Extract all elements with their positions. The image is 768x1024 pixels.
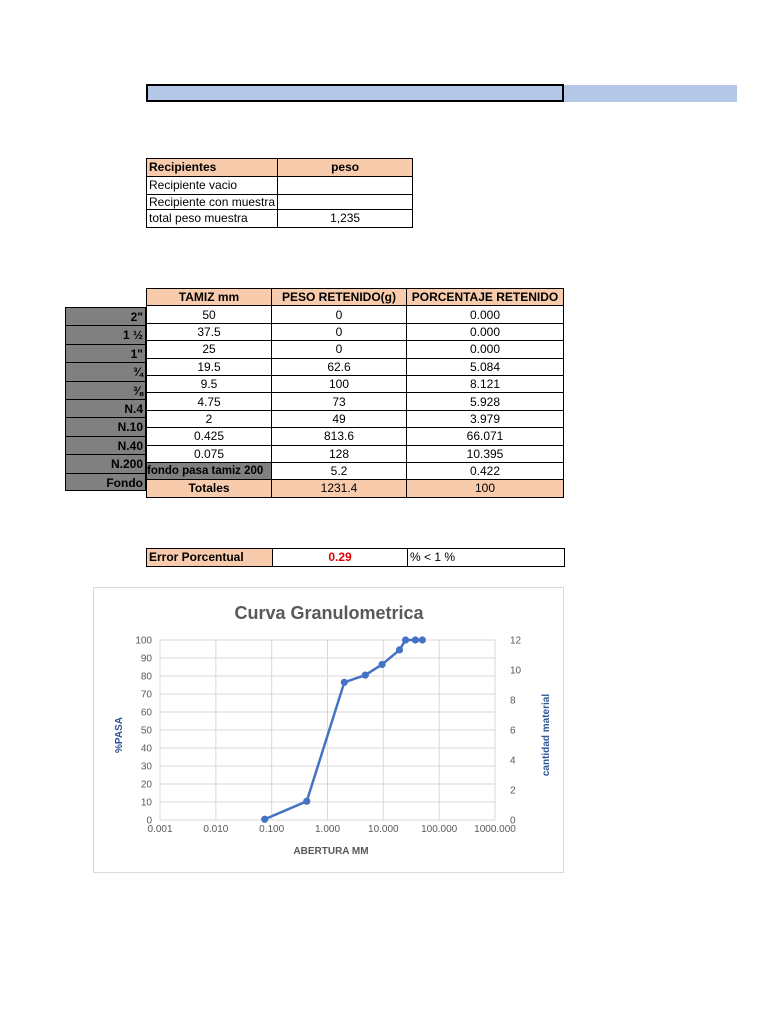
y2-tick-label: 2	[510, 785, 516, 797]
totales-pct[interactable]: 100	[407, 480, 564, 497]
peso-cell[interactable]: 5.2	[272, 462, 407, 479]
y-tick-label: 70	[140, 689, 152, 701]
x-axis-label: ABERTURA MM	[293, 846, 369, 857]
tamiz-cell[interactable]: fondo pasa tamiz 200	[147, 462, 272, 479]
tamiz-cell[interactable]: 4.75	[147, 393, 272, 410]
sieve-label: N.40	[65, 436, 146, 454]
peso-cell[interactable]: 100	[272, 375, 407, 392]
tamiz-cell[interactable]: 25	[147, 341, 272, 358]
sieve-label: N.200	[65, 454, 146, 472]
y2-axis-label: cantidad material	[541, 693, 552, 777]
sieve-labels	[65, 307, 146, 491]
chart-title: Curva Granulometrica	[234, 603, 424, 623]
pct-cell[interactable]: 10.395	[407, 445, 564, 462]
peso-header[interactable]: peso	[278, 159, 413, 177]
table-row	[147, 323, 564, 340]
y2-tick-label: 12	[510, 635, 522, 647]
error-note[interactable]: % < 1 %	[408, 549, 565, 567]
gridlines	[160, 640, 495, 820]
pct-cell[interactable]: 66.071	[407, 428, 564, 445]
totales-label[interactable]: Totales	[147, 480, 272, 497]
data-point	[303, 798, 310, 805]
pct-cell[interactable]: 0.422	[407, 462, 564, 479]
y-tick-label: 30	[140, 761, 152, 773]
recipiente-vacio-peso[interactable]	[278, 177, 413, 195]
sieve-label: Fondo	[65, 473, 146, 491]
pct-cell[interactable]: 5.928	[407, 393, 564, 410]
tamiz-cell[interactable]: 37.5	[147, 323, 272, 340]
data-point	[402, 636, 409, 643]
porcentaje-retenido-header[interactable]: PORCENTAJE RETENIDO	[407, 289, 564, 306]
peso-cell[interactable]: 128	[272, 445, 407, 462]
data-point	[419, 636, 426, 643]
tamiz-cell[interactable]: 2	[147, 410, 272, 427]
y-tick-label: 100	[135, 635, 152, 647]
total-peso-value[interactable]: 1,235	[278, 210, 413, 228]
peso-cell[interactable]: 0	[272, 306, 407, 323]
y-tick-label: 50	[140, 725, 152, 737]
y2-tick-label: 4	[510, 755, 516, 767]
peso-cell[interactable]: 0	[272, 323, 407, 340]
y2-tick-label: 0	[510, 815, 516, 827]
data-point	[261, 816, 268, 823]
y2-tick-label: 8	[510, 695, 516, 707]
error-label[interactable]: Error Porcentual	[147, 549, 273, 567]
y-tick-label: 10	[140, 797, 152, 809]
y-tick-label: 90	[140, 653, 152, 665]
table-row	[147, 462, 564, 479]
table-row	[147, 393, 564, 410]
recipientes-table	[146, 158, 413, 228]
x-tick-label: 100.000	[421, 824, 458, 835]
recipiente-muestra-peso[interactable]	[278, 195, 413, 210]
y-tick-label: 20	[140, 779, 152, 791]
y2-tick-label: 10	[510, 665, 522, 677]
table-row	[147, 428, 564, 445]
y-tick-label: 0	[146, 815, 152, 827]
x-tick-label: 1000.000	[474, 824, 516, 835]
y-axis-label: %PASA	[114, 717, 125, 753]
y2-tick-label: 6	[510, 725, 516, 737]
totales-peso[interactable]: 1231.4	[272, 480, 407, 497]
recipientes-header[interactable]: Recipientes	[147, 159, 278, 177]
data-point	[396, 646, 403, 653]
sieve-label: 1 ½	[65, 325, 146, 343]
peso-cell[interactable]: 62.6	[272, 358, 407, 375]
recipiente-vacio-label[interactable]: Recipiente vacio	[147, 177, 278, 195]
tamiz-header[interactable]: TAMIZ mm	[147, 289, 272, 306]
recipiente-muestra-label[interactable]: Recipiente con muestra	[147, 195, 278, 210]
pct-cell[interactable]: 8.121	[407, 375, 564, 392]
pct-cell[interactable]: 3.979	[407, 410, 564, 427]
error-value[interactable]: 0.29	[273, 549, 408, 567]
peso-cell[interactable]: 0	[272, 341, 407, 358]
error-table	[146, 548, 565, 567]
x-tick-label: 0.001	[147, 824, 173, 835]
sieve-label: N.10	[65, 417, 146, 435]
tamiz-cell[interactable]: 0.075	[147, 445, 272, 462]
sieve-label: 2"	[65, 307, 146, 325]
peso-cell[interactable]: 73	[272, 393, 407, 410]
x-tick-label: 10.000	[368, 824, 399, 835]
table-row	[147, 358, 564, 375]
pct-cell[interactable]: 0.000	[407, 323, 564, 340]
x-tick-label: 0.010	[203, 824, 229, 835]
table-row	[147, 410, 564, 427]
sieve-label: ¾	[65, 362, 146, 380]
chart-area[interactable]	[93, 587, 564, 873]
data-point	[378, 661, 385, 668]
y-tick-label: 40	[140, 743, 152, 755]
data-point	[341, 679, 348, 686]
tamiz-cell[interactable]: 0.425	[147, 428, 272, 445]
peso-cell[interactable]: 813.6	[272, 428, 407, 445]
total-peso-label[interactable]: total peso muestra	[147, 210, 278, 228]
sieve-label: N.4	[65, 399, 146, 417]
table-row	[147, 375, 564, 392]
sieve-label: 1"	[65, 344, 146, 362]
pct-cell[interactable]: 0.000	[407, 341, 564, 358]
table-row	[147, 341, 564, 358]
peso-retenido-header[interactable]: PESO RETENIDO(g)	[272, 289, 407, 306]
sieve-table	[146, 288, 564, 498]
y-tick-label: 80	[140, 671, 152, 683]
sieve-label: ⅜	[65, 381, 146, 399]
pct-cell[interactable]: 0.000	[407, 306, 564, 323]
pct-cell[interactable]: 5.084	[407, 358, 564, 375]
tamiz-cell[interactable]: 9.5	[147, 375, 272, 392]
tamiz-cell[interactable]: 50	[147, 306, 272, 323]
x-tick-label: 0.100	[259, 824, 285, 835]
peso-cell[interactable]: 49	[272, 410, 407, 427]
y-tick-label: 60	[140, 707, 152, 719]
data-point	[412, 636, 419, 643]
table-row	[147, 306, 564, 323]
table-row	[147, 445, 564, 462]
tamiz-cell[interactable]: 19.5	[147, 358, 272, 375]
title-bar	[146, 84, 564, 102]
x-tick-label: 1.000	[314, 824, 341, 835]
title-bar-extension	[564, 85, 737, 102]
totals-row	[147, 480, 564, 497]
data-point	[362, 672, 369, 679]
granulometric-chart	[94, 588, 565, 874]
